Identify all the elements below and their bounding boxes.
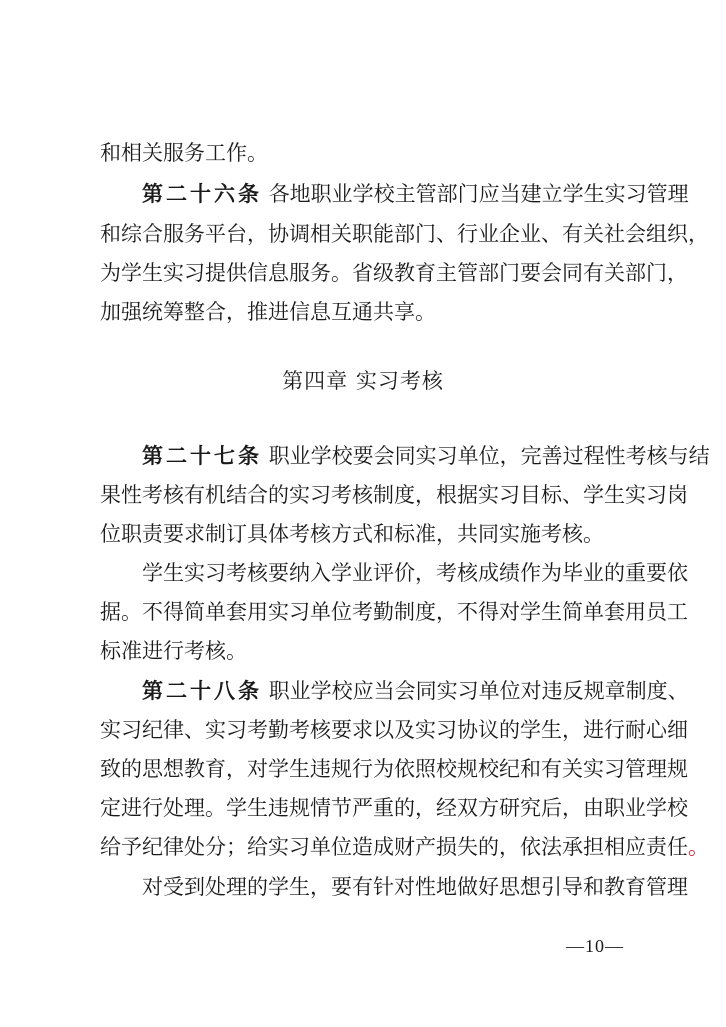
text-line: 定进行处理。学生违规情节严重的，经双方研究后，由职业学校: [100, 796, 688, 820]
text-line: 为学生实习提供信息服务。省级教育主管部门要会同有关部门，: [100, 261, 688, 285]
text-line: 标准进行考核。: [100, 639, 247, 663]
article-27-first-line: [142, 444, 710, 468]
text-line: 职业学校要会同实习单位，完善过程性考核与结: [268, 444, 710, 468]
text-line: 对受到处理的学生，要有针对性地做好思想引导和教育管理: [142, 875, 688, 899]
text-line: 职业学校应当会同实习单位对违反规章制度、: [268, 679, 689, 703]
text-line: 和综合服务平台，协调相关职能部门、行业企业、有关社会组织，: [100, 222, 709, 246]
text-line: 加强统筹整合，推进信息互通共享。: [100, 300, 436, 324]
page-number: —10—: [566, 936, 624, 956]
text-line: 果性考核有机结合的实习考核制度，根据实习目标、学生实习岗: [100, 483, 688, 507]
article-27-title: 第二十七条: [142, 444, 262, 468]
text-line: 据。不得简单套用实习单位考勤制度，不得对学生简单套用员工: [100, 600, 688, 624]
article-26-title: 第二十六条: [142, 182, 262, 206]
text-line: 和相关服务工作。: [100, 141, 268, 165]
red-period: 。: [688, 835, 709, 859]
text-segment: 给予纪律处分；给实习单位造成财产损失的，依法承担相应责任: [100, 835, 688, 859]
article-28-title: 第二十八条: [142, 679, 262, 703]
text-line: 各地职业学校主管部门应当建立学生实习管理: [268, 182, 689, 206]
text-line: 致的思想教育，对学生违规行为依照校规校纪和有关实习管理规: [100, 757, 688, 781]
chapter-heading: 第四章 实习考核: [282, 369, 444, 393]
text-line: 位职责要求制订具体考核方式和标准，共同实施考核。: [100, 522, 604, 546]
article-28-first-line: [142, 679, 689, 703]
text-line: [100, 835, 709, 859]
text-line: 实习纪律、实习考勤考核要求以及实习协议的学生，进行耐心细: [100, 718, 688, 742]
article-26-first-line: [142, 182, 689, 206]
text-line: 学生实习考核要纳入学业评价，考核成绩作为毕业的重要依: [142, 561, 688, 585]
